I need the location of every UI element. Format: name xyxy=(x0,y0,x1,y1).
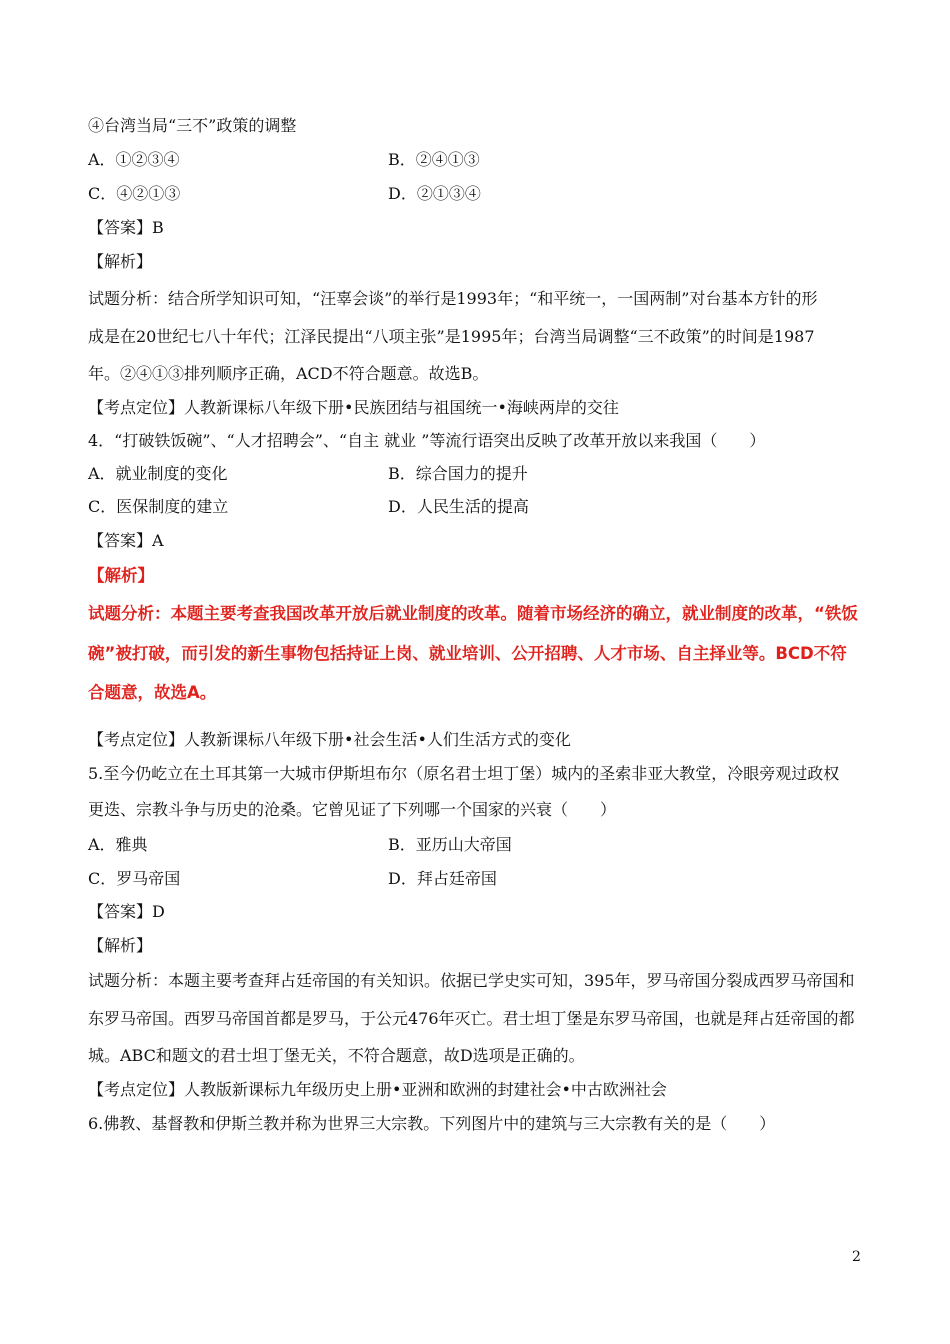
q4-option-c: C．医保制度的建立 xyxy=(88,497,229,516)
q3-item-4: ④台湾当局“三不”政策的调整 xyxy=(88,116,297,135)
q3-topic: 【考点定位】人教新课标八年级下册•民族团结与祖国统一•海峡两岸的交往 xyxy=(88,398,619,417)
q5-analysis-heading: 【解析】 xyxy=(88,936,153,955)
q5-topic: 【考点定位】人教版新课标九年级历史上册•亚洲和欧洲的封建社会•中古欧洲社会 xyxy=(88,1080,667,1099)
q5-option-a: A．雅典 xyxy=(88,835,148,854)
q4-option-d: D．人民生活的提高 xyxy=(388,497,529,516)
q4-analysis-heading: 【解析】 xyxy=(88,566,154,585)
q6-stem: 6.佛教、基督教和伊斯兰教并称为世界三大宗教。下列图片中的建筑与三大宗教有关的是（ ） xyxy=(88,1114,776,1133)
q3-option-c: C．④②①③ xyxy=(88,184,181,203)
q4-option-a: A．就业制度的变化 xyxy=(88,464,228,483)
q5-stem-line: 更迭、宗教斗争与历史的沧桑。它曾见证了下列哪一个国家的兴衰（ ） xyxy=(88,800,617,819)
q4-stem: 4．“打破铁饭碗”、“人才招聘会”、“自主 就业 ”等流行语突出反映了改革开放以来我国（ ） xyxy=(88,431,766,450)
q3-analysis-heading: 【解析】 xyxy=(88,252,153,271)
q5-stem-line: 5.至今仍屹立在土耳其第一大城市伊斯坦布尔（原名君士坦丁堡）城内的圣索非亚大教堂，冷眼旁观过政权 xyxy=(88,764,840,783)
q3-analysis-line: 年。②④①③排列顺序正确，ACD不符合题意。故选B。 xyxy=(88,364,489,383)
q4-topic: 【考点定位】人教新课标八年级下册•社会生活•人们生活方式的变化 xyxy=(88,730,571,749)
q3-answer: 【答案】B xyxy=(88,218,164,237)
q5-option-b: B．亚历山大帝国 xyxy=(388,835,512,854)
q3-option-a: A．①②③④ xyxy=(88,150,180,169)
q3-analysis-line: 成是在20世纪七八十年代；江泽民提出“八项主张”是1995年；台湾当局调整“三不政策”的时间是1987 xyxy=(88,327,815,346)
q5-analysis-line: 试题分析：本题主要考查拜占廷帝国的有关知识。依据已学史实可知，395年，罗马帝国分裂成西罗马帝国和 xyxy=(88,971,855,990)
q5-answer: 【答案】D xyxy=(88,902,165,921)
q4-option-b: B．综合国力的提升 xyxy=(388,464,528,483)
q4-analysis-line: 碗”被打破，而引发的新生事物包括持证上岗、就业培训、公开招聘、人才市场、自主择业等。BCD不符 xyxy=(88,644,847,663)
q4-analysis-line: 试题分析：本题主要考查我国改革开放后就业制度的改革。随着市场经济的确立，就业制度的改革，“铁饭 xyxy=(88,604,858,623)
q5-option-c: C．罗马帝国 xyxy=(88,869,181,888)
q4-analysis-line: 合题意，故选A。 xyxy=(88,683,217,702)
q3-option-d: D．②①③④ xyxy=(388,184,481,203)
page-number: 2 xyxy=(852,1249,861,1265)
q3-analysis-line: 试题分析：结合所学知识可知，“汪辜会谈”的举行是1993年；“和平统一，一国两制”对台基本方针的形 xyxy=(88,289,818,308)
q5-analysis-line: 东罗马帝国。西罗马帝国首都是罗马，于公元476年灭亡。君士坦丁堡是东罗马帝国，也就是拜占廷帝国的都 xyxy=(88,1009,855,1028)
q4-answer: 【答案】A xyxy=(88,531,164,550)
q3-option-b: B．②④①③ xyxy=(388,150,480,169)
q5-analysis-line: 城。ABC和题文的君士坦丁堡无关，不符合题意，故D选项是正确的。 xyxy=(88,1046,585,1065)
q5-option-d: D．拜占廷帝国 xyxy=(388,869,497,888)
